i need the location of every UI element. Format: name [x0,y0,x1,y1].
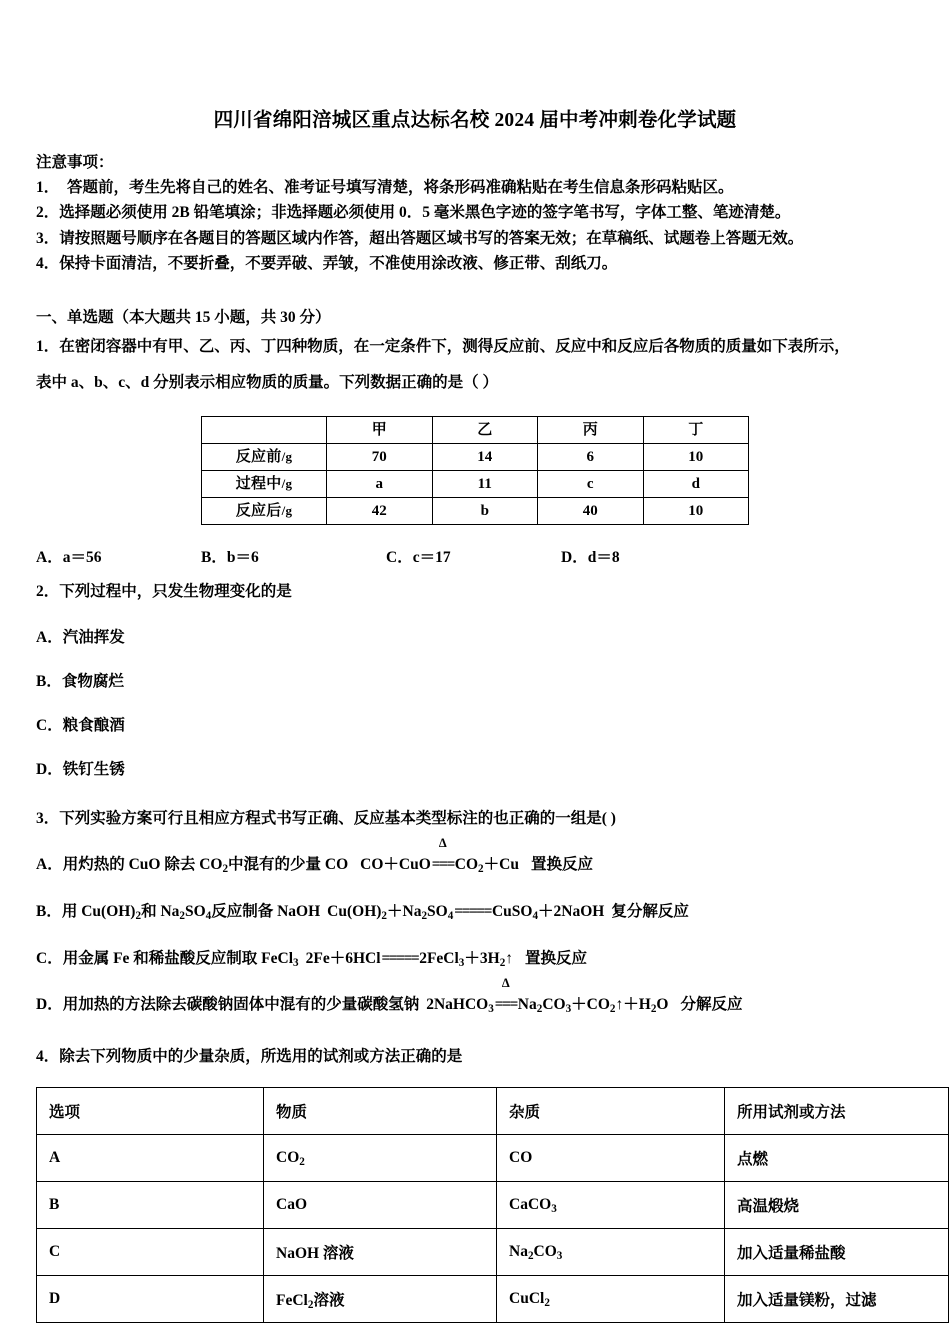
question-2-option-c[interactable]: C．粮食酿酒 [36,717,125,735]
row-b-method: 高温煅烧 [725,1182,949,1229]
question-1-options [36,545,914,567]
table-row [37,1229,949,1276]
option-d-equation: 2NaHCO$_3$ Δ $===Na_2CO_3+CO_2↑+H_2O$ [426,976,669,1016]
question-2-option-b[interactable]: B．食物腐烂 [36,673,124,691]
row-label-unit: /g [281,476,293,492]
question-4-stem: 4．除去下列物质中的少量杂质，所选用的试剂或方法正确的是 [36,1047,463,1065]
cell-after-jia: 42 [327,498,433,525]
cell-before-bing: 6 [538,444,644,471]
row-label-unit: /g [281,449,293,465]
row-label-text: 过程中 [235,476,282,493]
table-row [37,1276,949,1323]
notice-item-4: 4．保持卡面清洁，不要折叠，不要弄破、弄皱，不准使用涂改液、修正带、刮纸刀。 [36,254,618,272]
option-d-description: 用加热的方法除去碳酸钠固体中混有的少量碳酸氢钠 [62,996,420,1014]
cell-during-yi: 11 [432,471,538,498]
question-1 [36,335,914,568]
question-3-option-a[interactable] [36,836,914,878]
question-1-stem-line-1: 1．在密闭容器中有甲、乙、丙、丁四种物质，在一定条件下，测得反应前、反应中和反应后各物质的质量如下表所示， [36,337,850,355]
cell-during-bing: c [538,471,644,498]
question-3 [36,806,914,1018]
reaction-arrow: ===== [454,903,491,921]
header-option: 选项 [37,1088,264,1135]
cell-after-ding: 10 [643,498,749,525]
reaction-arrow-heated: Δ === [494,976,517,1014]
option-a-reaction-type: 置换反应 [530,856,593,874]
page-title: 四川省绵阳涪城区重点达标名校 2024 届中考冲刺卷化学试题 [213,110,737,131]
row-b-substance: CaO [264,1182,497,1229]
option-c-reaction-type: 置换反应 [525,949,588,967]
header-method: 所用试剂或方法 [725,1088,949,1135]
row-label-text: 反应后 [235,503,282,520]
row-a-impurity: CO [497,1135,725,1182]
table-row [37,1182,949,1229]
question-2-stem: 2．下列过程中，只发生物理变化的是 [36,583,292,601]
question-1-data-table [201,416,749,525]
row-label-after [202,498,327,525]
row-b-impurity: CaCO$_3$ [497,1182,725,1229]
row-label-before [202,444,327,471]
option-c-equation: $2Fe+6HCl=====2FeCl_3+3H_2↑$ [306,950,513,967]
notice-item-2: 2．选择题必须使用 2B 铅笔填涂；非选择题必须使用 0．5 毫米黑色字迹的签字笔书写，字体工整、笔迹清楚。 [36,204,791,222]
cell-after-yi: b [432,498,538,525]
row-a-method: 点燃 [725,1135,949,1182]
question-2 [36,579,914,782]
table-header-cell-4: 丁 [643,417,749,444]
cell-before-ding: 10 [643,444,749,471]
question-1-stem-line-2: 表中 a、b、c、d 分别表示相应物质的质量。下列数据正确的是（ ） [36,374,498,392]
table-header-cell-3: 丙 [538,417,644,444]
row-c-option: C [37,1229,264,1276]
option-d-label: D． [36,996,63,1014]
notice-item-3: 3．请按照题号顺序在各题目的答题区域内作答，超出答题区域书写的答案无效；在草稿纸、试题卷上答题无效。 [36,229,804,247]
row-d-impurity: CuCl$_2$ [497,1276,725,1323]
cell-before-yi: 14 [432,444,538,471]
row-label-during [202,471,327,498]
row-c-substance: NaOH 溶液 [264,1229,497,1276]
section-heading-single-choice: 一、单选题（本大题共 15 小题，共 30 分） [36,308,331,326]
header-substance: 物质 [264,1088,497,1135]
row-a-substance: $CO_2$ [264,1135,497,1182]
reaction-arrow-heated: Δ === [431,836,454,874]
condition-delta: Δ [501,976,510,991]
table-row [202,444,749,471]
row-d-substance: FeCl$_2$溶液 [264,1276,497,1323]
reaction-arrow: ===== [381,949,419,967]
question-3-option-c[interactable] [36,947,914,972]
table-header-row [37,1088,949,1135]
question-3-stem: 3．下列实验方案可行且相应方程式书写正确、反应基本类型标注的也正确的一组是( ) [36,810,616,828]
table-header-row [202,417,749,444]
row-c-impurity: $Na_2CO_3$ [497,1229,725,1276]
question-1-data-table-wrap [36,416,914,525]
table-header-cell-0 [202,417,327,444]
option-d-reaction-type: 分解反应 [680,996,743,1014]
option-a-label: A． [36,856,63,874]
question-2-option-d[interactable]: D．铁钉生锈 [36,761,125,779]
question-1-option-c[interactable]: C．c＝17 [386,549,451,567]
notice-heading: 注意事项： [36,154,114,172]
question-3-option-d[interactable] [36,976,914,1018]
question-4 [36,1044,914,1323]
row-b-option: B [37,1182,264,1229]
row-label-text: 反应前 [235,449,282,466]
table-header-cell-1: 甲 [327,417,433,444]
row-a-option: A [37,1135,264,1182]
cell-after-bing: 40 [538,498,644,525]
notice-block [36,151,914,275]
option-b-label: B． [36,903,62,921]
table-row [202,471,749,498]
row-d-method: 加入适量镁粉，过滤 [725,1276,949,1323]
table-row [202,498,749,525]
option-a-description: 用灼热的 CuO 除去 $CO_2$中混有的少量 CO [62,856,349,876]
question-3-option-b[interactable] [36,900,914,925]
table-header-cell-2: 乙 [432,417,538,444]
table-row [37,1135,949,1182]
question-1-option-a[interactable]: A．a＝56 [36,549,102,567]
cell-during-jia: a [327,471,433,498]
question-2-option-a[interactable]: A．汽油挥发 [36,629,125,647]
header-impurity: 杂质 [497,1088,725,1135]
option-c-description: 用金属 Fe 和稀盐酸反应制取 FeCl$_3$ [62,949,299,969]
row-c-method: 加入适量稀盐酸 [725,1229,949,1276]
cell-during-ding: d [643,471,749,498]
option-b-description: 用 $Cu(OH)_2$和 $Na_2SO_4$反应制备 NaOH [61,903,321,922]
question-4-table-wrap [36,1087,914,1323]
document-body [36,0,914,1323]
option-c-label: C． [36,949,63,967]
row-label-unit: /g [281,503,293,519]
question-1-option-b[interactable]: B．b＝6 [201,549,259,567]
question-2-options [36,626,914,782]
option-a-equation: CO＋CuO Δ $===CO_2+Cu$ [360,836,519,876]
option-b-reaction-type: 复分解反应 [611,903,689,921]
row-d-option: D [37,1276,264,1323]
question-4-table [36,1087,949,1323]
option-b-equation: $Cu(OH)_2+Na_2SO_4=====CuSO_4+2NaOH$ [327,903,604,920]
question-1-option-d[interactable]: D．d＝8 [561,549,620,567]
notice-item-1: 1． 答题前，考生先将自己的姓名、准考证号填写清楚，将条形码准确粘贴在考生信息条形码粘贴区。 [36,179,734,197]
condition-delta: Δ [438,836,447,851]
cell-before-jia: 70 [327,444,433,471]
